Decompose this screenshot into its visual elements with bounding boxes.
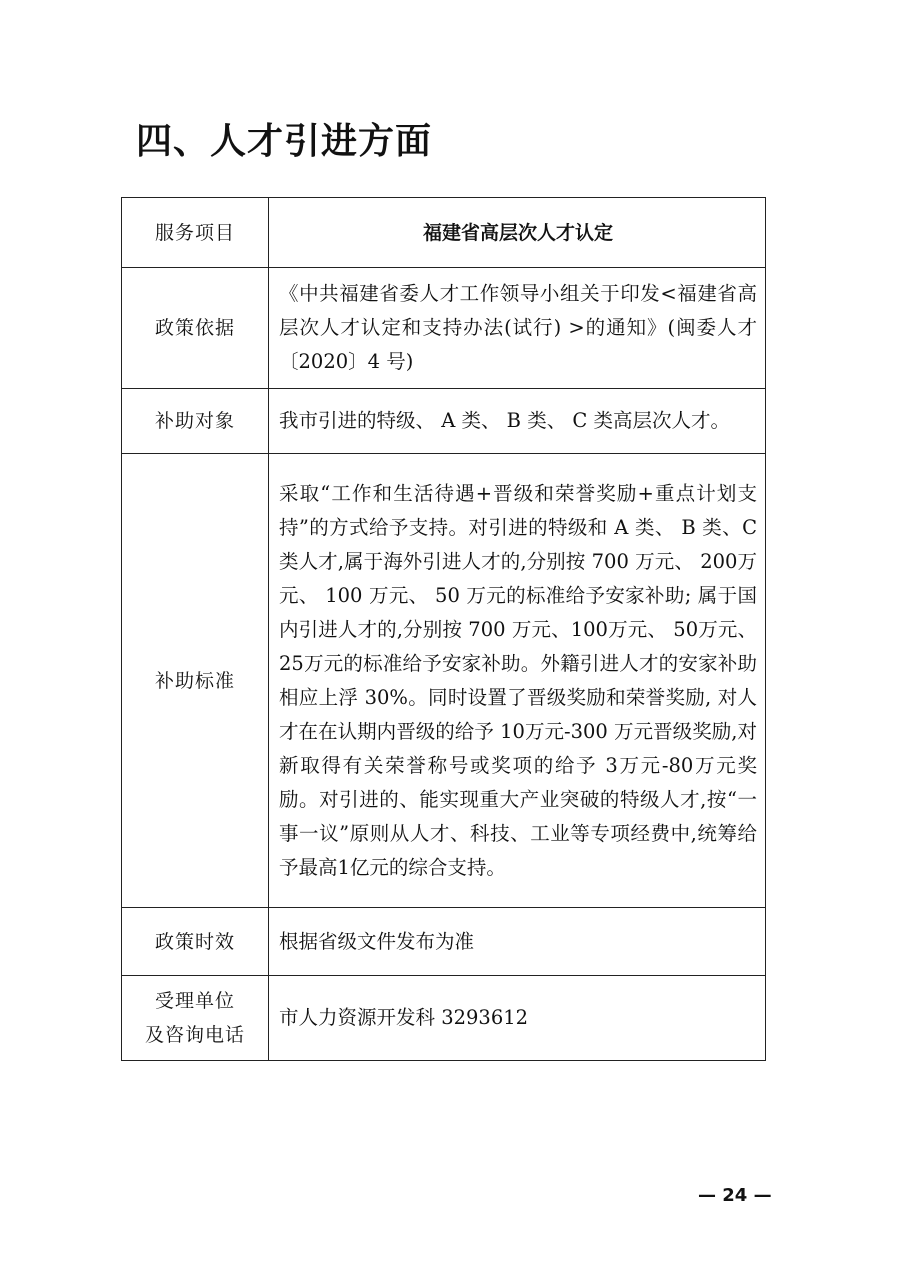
page-number: — 24 — [698,1185,772,1206]
policy-table [121,197,766,1061]
contact-label-line2: 及咨询电话 [144,1024,245,1046]
row-label-contact [122,976,269,1061]
policy-validity-value: 根据省级文件发布为准 [269,908,766,976]
policy-basis-value: 《中共福建省委人才工作领导小组关于印发<福建省高层次人才认定和支持办法(试行) >的通知》(闽委人才〔2020〕4 号) [269,268,766,389]
row-label-policy-validity: 政策时效 [122,908,269,976]
row-label-subsidy-standard: 补助标准 [122,454,269,908]
row-label-policy-basis: 政策依据 [122,268,269,389]
row-label-subsidy-target: 补助对象 [122,389,269,454]
subsidy-standard-value: 采取“工作和生活待遇+晋级和荣誉奖励+重点计划支持”的方式给予支持。对引进的特级和 A 类、 B 类、C类人才,属于海外引进人才的,分别按 700 万元、 200万元、 100 万元、 50 万元的标准给予安家补助; 属于国内引进人才的,分别按 700 万元、100万元、 50万元、 25万元的标准给予安家补助。外籍引进人才的安家补助相应上浮 30%。同时设置了晋级奖励和荣誉奖励, 对人才在在认期内晋级的给予 10万元-300 万元晋级奖励,对新取得有关荣誉称号或奖项的给予 3万元-80万元奖励。对引进的、能实现重大产业突破的特级人才,按“一事一议”原则从人才、科技、工业等专项经费中,统筹给予最高1亿元的综合支持。 [269,454,766,908]
table-row [122,198,766,268]
service-item-value: 福建省高层次人才认定 [269,198,766,268]
table-row [122,908,766,976]
table-row [122,976,766,1061]
table-row [122,268,766,389]
row-label-service-item: 服务项目 [122,198,269,268]
subsidy-target-value: 我市引进的特级、 A 类、 B 类、 C 类高层次人才。 [269,389,766,454]
table-row [122,454,766,908]
table-row [122,389,766,454]
contact-label-line1: 受理单位 [154,990,235,1012]
contact-value: 市人力资源开发科 3293612 [269,976,766,1061]
section-heading: 四、人才引进方面 [136,121,433,162]
